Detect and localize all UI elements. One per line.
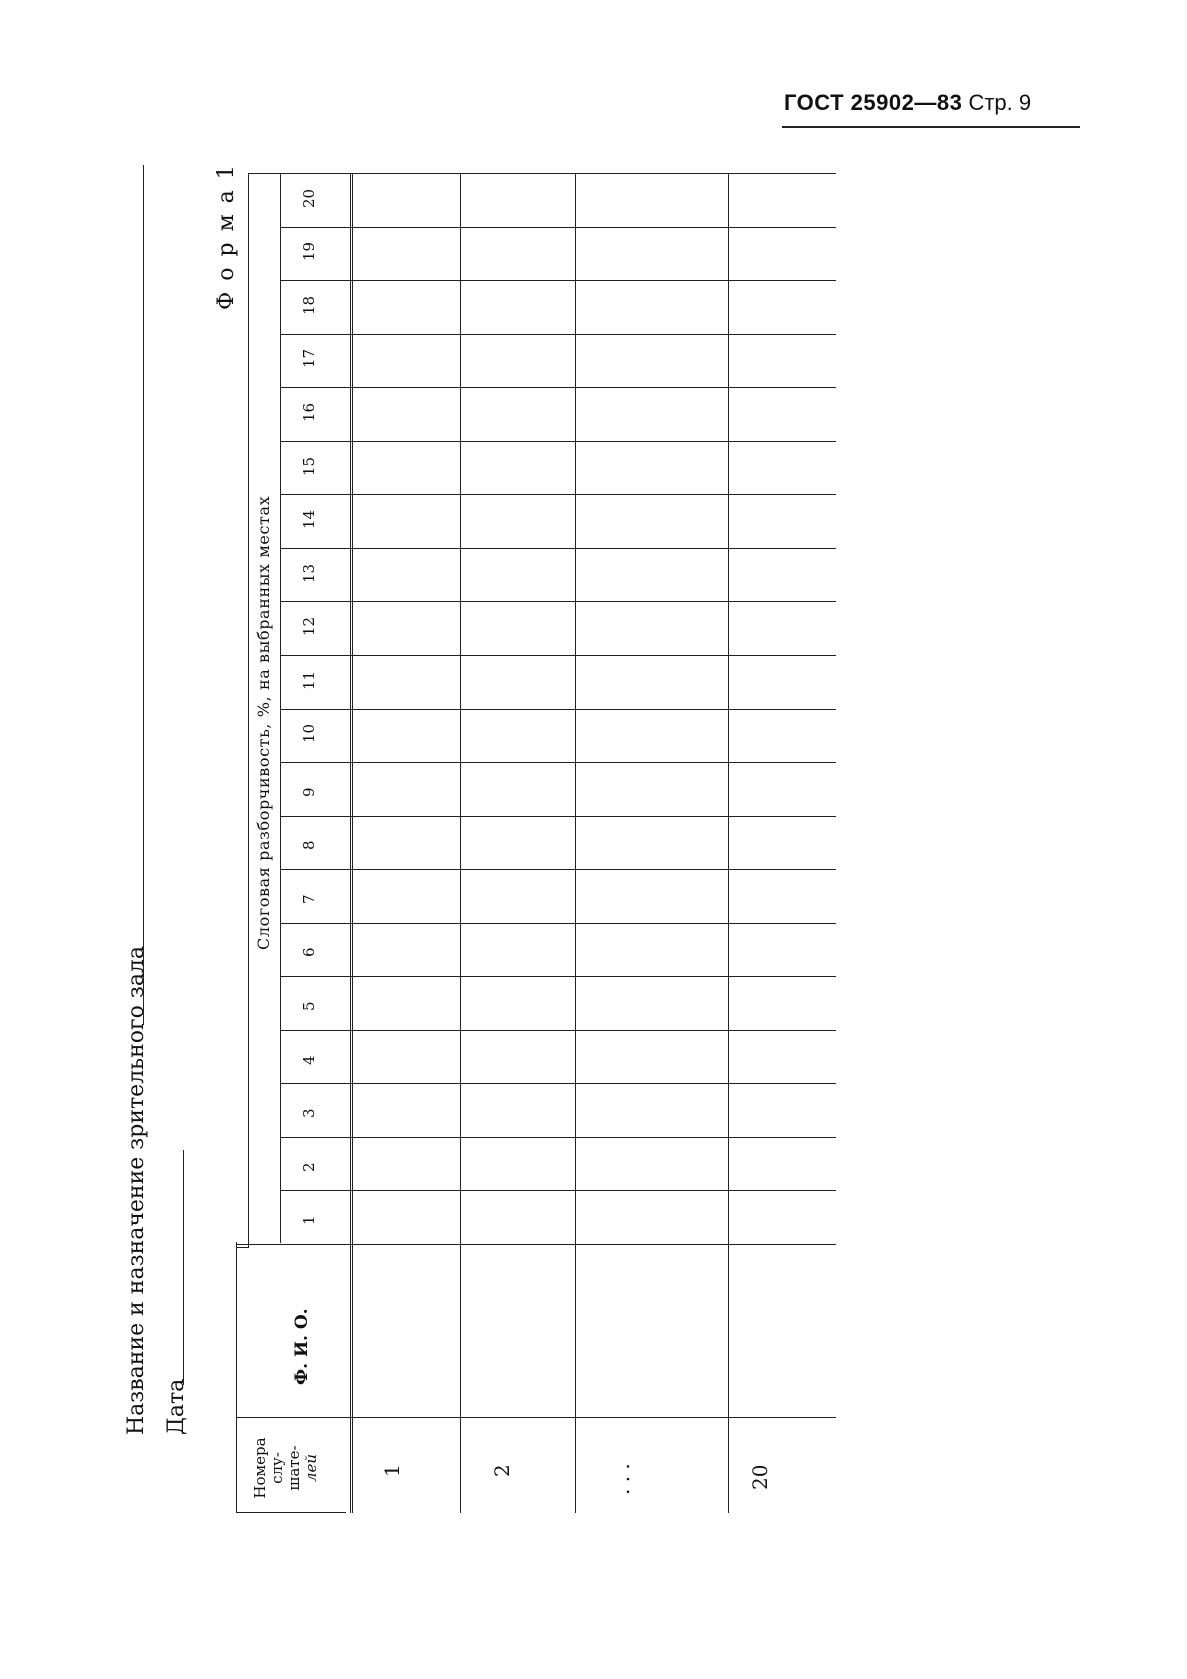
row-divider-3 (728, 173, 729, 1513)
place-number-15: 15 (300, 456, 318, 476)
column-separator-16 (280, 387, 836, 388)
column-separator-5 (280, 976, 836, 977)
row-number-ellipsis: . . . (610, 1463, 634, 1495)
place-number-18: 18 (300, 295, 318, 315)
row-divider-1 (460, 173, 461, 1513)
date-fill-line (183, 1150, 184, 1385)
place-number-19: 19 (300, 242, 318, 262)
place-number-7: 7 (300, 894, 318, 904)
place-number-11: 11 (300, 670, 318, 690)
place-number-6: 6 (300, 947, 318, 958)
row-divider-2 (575, 173, 576, 1513)
page-number: Стр. 9 (968, 90, 1032, 115)
listener-numbers-line-3: шате- (285, 1445, 303, 1491)
place-number-4: 4 (300, 1055, 318, 1065)
listener-numbers-line-2: слу- (268, 1452, 286, 1484)
place-number-1: 1 (300, 1215, 318, 1226)
listener-numbers-header (252, 1428, 320, 1508)
row-number-1: 1 (380, 1464, 404, 1477)
column-separator-17 (280, 334, 836, 335)
column-separator-15 (280, 441, 836, 442)
table-left-border (236, 1242, 237, 1512)
place-number-3: 3 (300, 1108, 318, 1119)
row-number-20: 20 (748, 1464, 772, 1490)
column-separator-9 (280, 762, 836, 763)
column-separator-18 (280, 280, 836, 281)
column-separator-10 (280, 709, 836, 710)
listener-fio-divider (236, 1417, 836, 1418)
column-separator-3 (280, 1083, 836, 1084)
form-label: Ф о р м а 1 (214, 163, 239, 310)
column-separator-13 (280, 548, 836, 549)
listener-numbers-line-1: Номера (251, 1437, 269, 1499)
place-number-17: 17 (300, 349, 318, 369)
fio-places-divider (236, 1244, 836, 1245)
hall-name-label: Название и назначение зрительного зала (124, 945, 149, 1435)
table-header-divider (248, 173, 249, 1248)
column-separator-19 (280, 227, 836, 228)
column-separator-6 (280, 923, 836, 924)
column-separator-20 (280, 173, 836, 174)
table-bottom-border (236, 1512, 346, 1513)
place-number-8: 8 (300, 840, 318, 851)
column-separator-8 (280, 816, 836, 817)
place-number-12: 12 (300, 617, 318, 637)
column-separator-1 (280, 1190, 836, 1191)
place-number-5: 5 (300, 1001, 318, 1012)
place-number-10: 10 (300, 724, 318, 744)
column-separator-7 (280, 869, 836, 870)
row-number-2: 2 (490, 1464, 514, 1477)
intelligibility-header: Слоговая разборчивость, %, на выбранных местах (254, 495, 273, 950)
column-separator-4 (280, 1030, 836, 1031)
header-body-separator (350, 173, 353, 1513)
listener-numbers-line-4: лей (302, 1453, 320, 1483)
place-number-13: 13 (300, 563, 318, 583)
column-separator-11 (280, 655, 836, 656)
column-separator-2 (280, 1137, 836, 1138)
column-separator-12 (280, 601, 836, 602)
place-number-16: 16 (300, 402, 318, 422)
place-number-20: 20 (300, 188, 318, 208)
place-number-14: 14 (300, 509, 318, 530)
column-separator-14 (280, 494, 836, 495)
place-number-2: 2 (300, 1162, 318, 1172)
hall-name-fill-line (143, 165, 144, 1025)
date-label: Дата (164, 1378, 189, 1435)
fio-header: Ф. И. О. (292, 1308, 312, 1385)
table-top-header-cut (236, 1247, 248, 1248)
place-number-9: 9 (300, 787, 318, 797)
standard-number: ГОСТ 25902—83 (784, 90, 963, 115)
